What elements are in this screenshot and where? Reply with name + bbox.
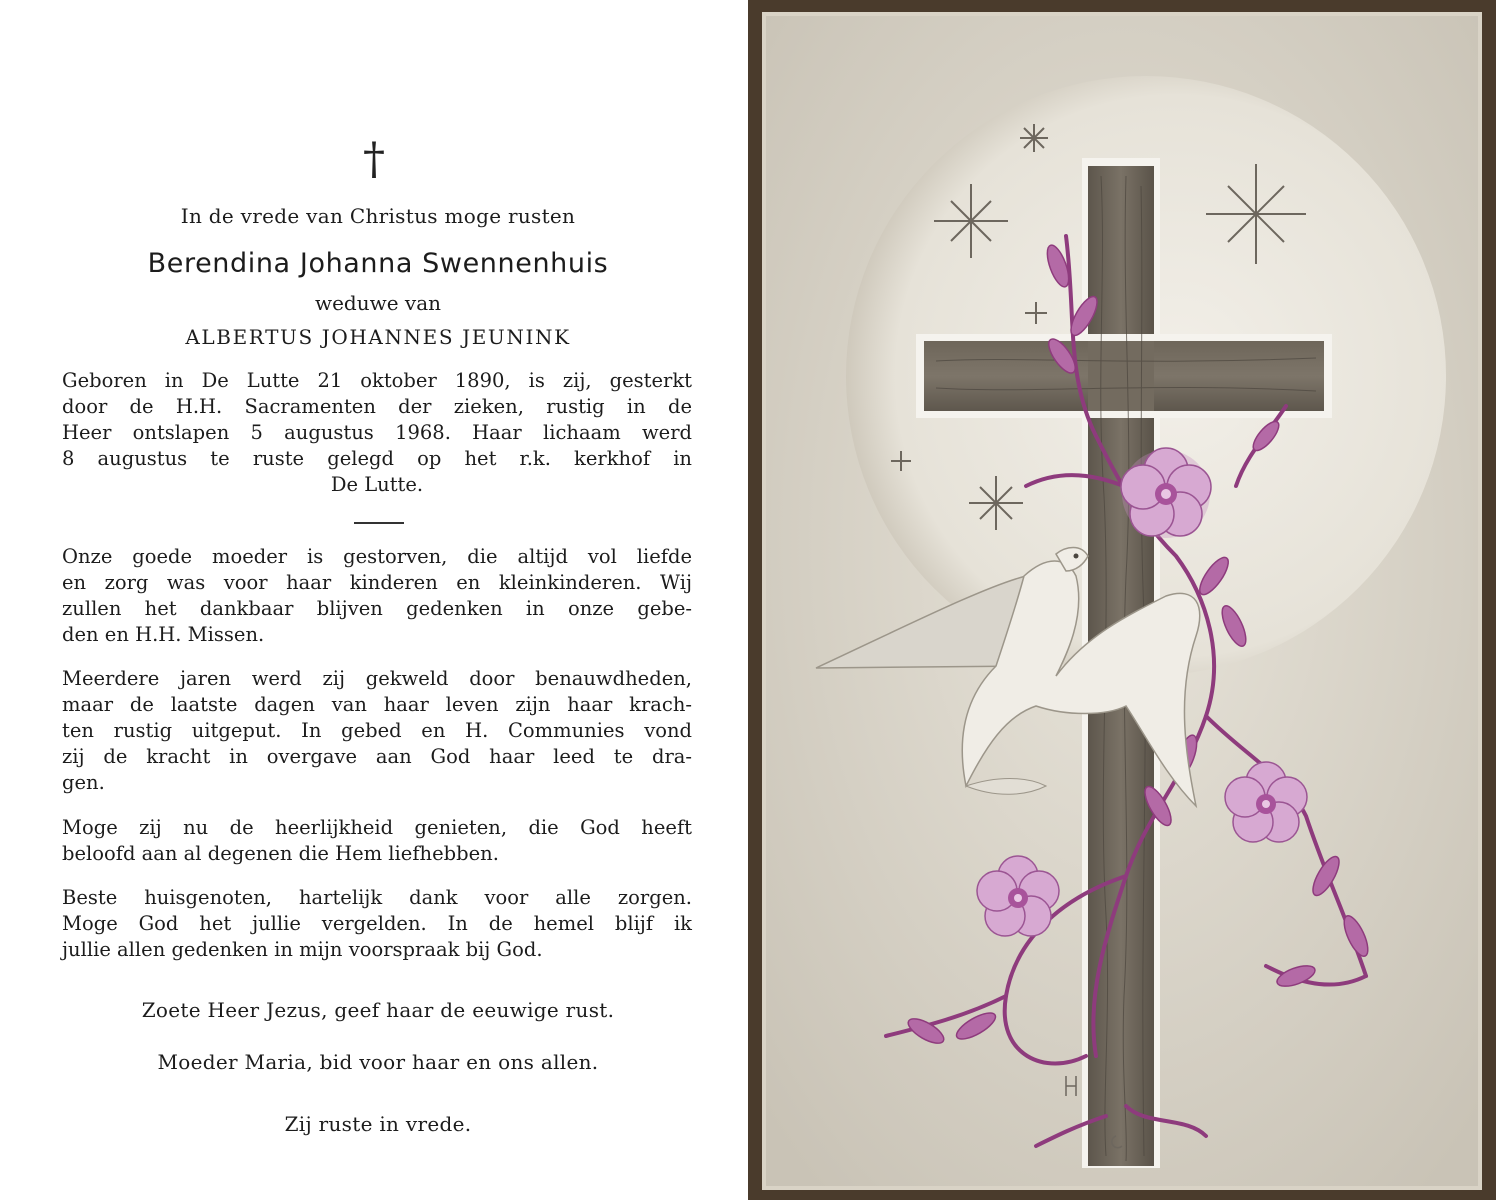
birth-death-paragraph <box>62 368 692 498</box>
illustration-frame <box>762 12 1482 1190</box>
glory-paragraph <box>62 815 692 867</box>
text-line: jullie allen gedenken in mijn voorspraak bij God. <box>62 938 543 961</box>
cross-icon: † <box>363 134 385 185</box>
text-line: maar de laatste dagen van haar leven zijn haar krach- <box>62 693 692 716</box>
memorial-illustration-page <box>748 0 1496 1200</box>
intro-line: In de vrede van Christus moge rusten <box>180 204 576 228</box>
text-line: Heer ontslapen 5 augustus 1968. Haar lichaam werd <box>62 421 692 444</box>
text-line: door de H.H. Sacramenten der zieken, rustig in de <box>62 395 692 418</box>
spouse-name: ALBERTUS JOHANNES JEUNINK <box>185 325 571 349</box>
text-line: 8 augustus te ruste gelegd op het r.k. kerkhof in <box>62 447 692 470</box>
widow-line: weduwe van <box>314 291 442 315</box>
text-line: gen. <box>62 771 105 794</box>
text-line: beloofd aan al degenen die Hem liefhebben. <box>62 842 499 865</box>
text-line: De Lutte. <box>330 473 424 496</box>
text-line: den en H.H. Missen. <box>62 623 265 646</box>
illness-paragraph <box>62 666 692 796</box>
text-line: Geboren in De Lutte 21 oktober 1890, is zij, gesterkt <box>62 369 692 392</box>
text-line: en zorg was voor haar kinderen en kleinkinderen. Wij <box>62 571 692 594</box>
text-line: Beste huisgenoten, hartelijk dank voor alle zorgen. <box>62 886 692 909</box>
text-line: zij de kracht in overgave aan God haar leed te dra- <box>62 745 692 768</box>
closing-rest-in-peace: Zij ruste in vrede. <box>284 1112 472 1136</box>
closing-prayer-jesus: Zoete Heer Jezus, geef haar de eeuwige rust. <box>141 998 615 1022</box>
text-line: Moge zij nu de heerlijkheid genieten, die God heeft <box>62 816 692 839</box>
text-line: ten rustig uitgeput. In gebed en H. Communies vond <box>62 719 692 742</box>
text-line: Meerdere jaren werd zij gekweld door benauwdheden, <box>62 667 692 690</box>
divider <box>354 522 404 524</box>
thanks-paragraph <box>62 885 692 963</box>
text-line: Moge God het jullie vergelden. In de hemel blijf ik <box>62 912 692 935</box>
mother-paragraph <box>62 544 692 648</box>
deceased-name: Berendina Johanna Swennenhuis <box>147 248 609 279</box>
text-line: Onze goede moeder is gestorven, die altijd vol liefde <box>62 545 692 568</box>
memorial-illustration <box>766 16 1478 1186</box>
closing-prayer-maria: Moeder Maria, bid voor haar en ons allen. <box>157 1050 599 1074</box>
text-line: zullen het dankbaar blijven gedenken in onze gebe- <box>62 597 692 620</box>
